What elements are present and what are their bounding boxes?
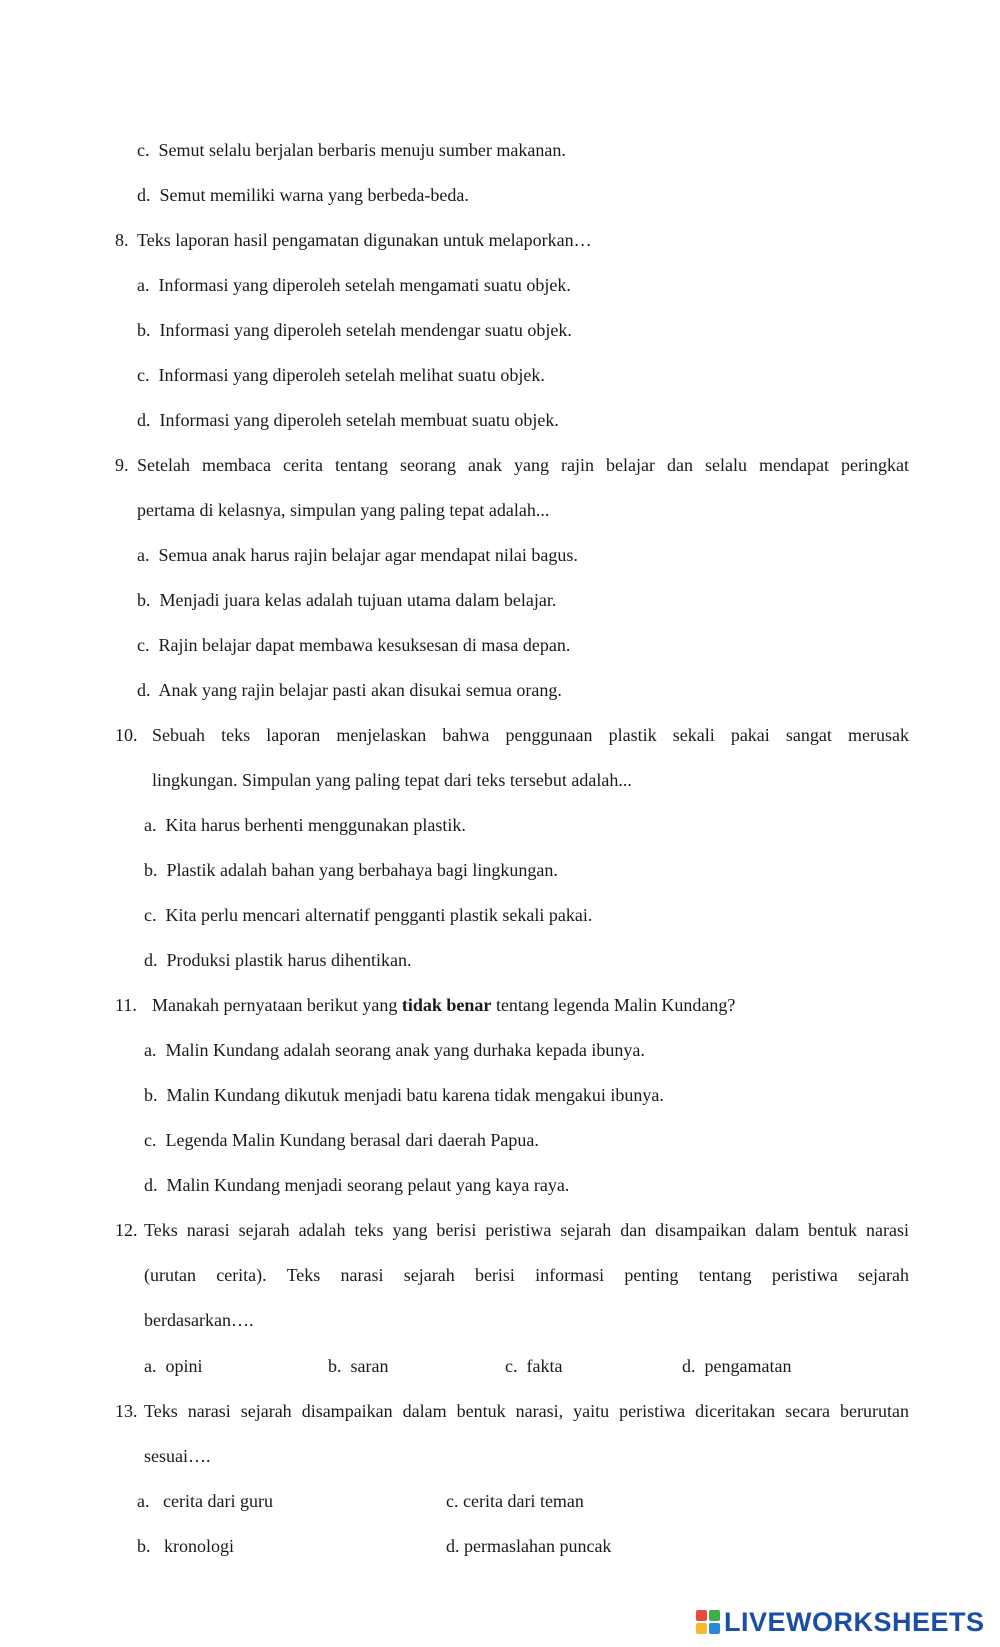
option-text: Rajin belajar dapat membawa kesuksesan di masa depan. bbox=[158, 635, 571, 655]
question-stem-8: Teks laporan hasil pengamatan digunakan untuk melaporkan… bbox=[137, 230, 592, 250]
option-text: pengamatan bbox=[704, 1356, 792, 1376]
question-number-13: 13. bbox=[115, 1401, 138, 1421]
option-q9-d[interactable] bbox=[137, 679, 562, 701]
option-text: Malin Kundang adalah seorang anak yang durhaka kepada ibunya. bbox=[165, 1040, 645, 1060]
option-letter: a. bbox=[137, 545, 150, 565]
option-q12-a[interactable] bbox=[144, 1355, 203, 1377]
option-letter: a. bbox=[137, 275, 150, 295]
option-text: Informasi yang diperoleh setelah membuat suatu objek. bbox=[159, 410, 559, 430]
stem-emphasis: tidak benar bbox=[401, 995, 492, 1015]
option-text: saran bbox=[350, 1356, 389, 1376]
option-q10-c[interactable] bbox=[144, 904, 592, 926]
option-q10-a[interactable] bbox=[144, 814, 466, 836]
option-q8-a[interactable] bbox=[137, 274, 571, 296]
option-text: Informasi yang diperoleh setelah mengamati suatu objek. bbox=[158, 275, 571, 295]
option-letter: a. bbox=[144, 1356, 157, 1376]
option-q9-b[interactable] bbox=[137, 589, 556, 611]
option-text: Produksi plastik harus dihentikan. bbox=[166, 950, 412, 970]
question-stem-10-line2: lingkungan. Simpulan yang paling tepat dari teks tersebut adalah... bbox=[152, 770, 632, 790]
option-q9-c[interactable] bbox=[137, 634, 570, 656]
option-q13-b[interactable] bbox=[137, 1535, 234, 1557]
option-q12-b[interactable] bbox=[328, 1355, 388, 1377]
logo-block bbox=[709, 1610, 720, 1621]
option-text: Menjadi juara kelas adalah tujuan utama dalam belajar. bbox=[159, 590, 557, 610]
option-text: Malin Kundang menjadi seorang pelaut yang kaya raya. bbox=[166, 1175, 570, 1195]
option-text: Anak yang rajin belajar pasti akan disukai semua orang. bbox=[158, 680, 562, 700]
option-text: Semua anak harus rajin belajar agar mendapat nilai bagus. bbox=[158, 545, 578, 565]
question-stem-9-line1: Setelah membaca cerita tentang seorang anak yang rajin belajar dan selalu mendapat peringkat bbox=[137, 455, 909, 475]
stem-text: tentang legenda Malin Kundang? bbox=[491, 995, 736, 1015]
option-q13-a[interactable] bbox=[137, 1490, 273, 1512]
option-letter: a. bbox=[137, 1491, 150, 1511]
option-q12-c[interactable] bbox=[505, 1355, 562, 1377]
option-letter: b. bbox=[137, 590, 151, 610]
option-letter: c. bbox=[505, 1356, 518, 1376]
stem-text: Manakah pernyataan berikut yang bbox=[152, 995, 402, 1015]
option-letter: d. bbox=[144, 1175, 158, 1195]
option-text: Kita perlu mencari alternatif pengganti plastik sekali pakai. bbox=[165, 905, 593, 925]
question-stem-11 bbox=[152, 994, 735, 1016]
option-letter: c. bbox=[144, 1130, 157, 1150]
option-text: Informasi yang diperoleh setelah mendengar suatu objek. bbox=[159, 320, 572, 340]
option-letter: b. bbox=[328, 1356, 342, 1376]
option-letter: c. bbox=[137, 140, 150, 160]
question-stem-9-line2: pertama di kelasnya, simpulan yang paling tepat adalah... bbox=[137, 500, 550, 520]
question-number-9: 9. bbox=[115, 455, 129, 475]
option-q8-c[interactable] bbox=[137, 364, 545, 386]
option-letter: a. bbox=[144, 1040, 157, 1060]
logo-block bbox=[696, 1623, 707, 1634]
option-q13-c[interactable]: c. cerita dari teman bbox=[446, 1491, 584, 1511]
question-number-8: 8. bbox=[115, 230, 129, 250]
option-letter: c. bbox=[144, 905, 157, 925]
logo-text: LIVEWORKSHEETS bbox=[724, 1606, 985, 1637]
option-q11-c[interactable] bbox=[144, 1129, 539, 1151]
question-number-12: 12. bbox=[115, 1220, 138, 1240]
logo-block bbox=[696, 1610, 707, 1621]
logo-block bbox=[709, 1623, 720, 1634]
option-q11-a[interactable] bbox=[144, 1039, 645, 1061]
option-letter: b. bbox=[137, 1536, 151, 1556]
option-letter: d. bbox=[144, 950, 158, 970]
option-letter: b. bbox=[137, 320, 151, 340]
question-stem-10-line1: Sebuah teks laporan menjelaskan bahwa penggunaan plastik sekali pakai sangat merusak bbox=[152, 725, 909, 745]
option-text: Semut selalu berjalan berbaris menuju sumber makanan. bbox=[158, 140, 566, 160]
option-letter: d. bbox=[682, 1356, 696, 1376]
option-text: Plastik adalah bahan yang berbahaya bagi lingkungan. bbox=[166, 860, 558, 880]
option-q9-a[interactable] bbox=[137, 544, 578, 566]
option-text: Legenda Malin Kundang berasal dari daerah Papua. bbox=[165, 1130, 539, 1150]
question-stem-12-line3: berdasarkan…. bbox=[144, 1310, 254, 1330]
option-q13-d[interactable]: d. permaslahan puncak bbox=[446, 1536, 612, 1556]
option-q10-b[interactable] bbox=[144, 859, 558, 881]
question-stem-13-line1: Teks narasi sejarah disampaikan dalam bentuk narasi, yaitu peristiwa diceritakan secara berurutan bbox=[144, 1401, 909, 1421]
option-letter: c. bbox=[137, 635, 150, 655]
option-q8-d[interactable] bbox=[137, 409, 559, 431]
logo-blocks-icon bbox=[696, 1610, 720, 1634]
option-text: kronologi bbox=[164, 1536, 234, 1556]
question-stem-13-line2: sesuai…. bbox=[144, 1446, 211, 1466]
option-text: Kita harus berhenti menggunakan plastik. bbox=[165, 815, 466, 835]
option-text: opini bbox=[165, 1356, 203, 1376]
option-letter: d. bbox=[137, 410, 151, 430]
option-q11-b[interactable] bbox=[144, 1084, 664, 1106]
option-letter: b. bbox=[144, 860, 158, 880]
liveworksheets-logo bbox=[696, 1606, 996, 1638]
option-letter: a. bbox=[144, 815, 157, 835]
option-text: Informasi yang diperoleh setelah melihat suatu objek. bbox=[158, 365, 545, 385]
option-letter: b. bbox=[144, 1085, 158, 1105]
option-letter: d. bbox=[137, 680, 151, 700]
option-text: fakta bbox=[526, 1356, 563, 1376]
option-q7-c[interactable] bbox=[137, 139, 566, 161]
option-q12-d[interactable] bbox=[682, 1355, 791, 1377]
option-q10-d[interactable] bbox=[144, 949, 411, 971]
option-q8-b[interactable] bbox=[137, 319, 572, 341]
option-letter: d. bbox=[137, 185, 151, 205]
question-stem-12-line1: Teks narasi sejarah adalah teks yang berisi peristiwa sejarah dan disampaikan dalam bentuk narasi bbox=[144, 1220, 909, 1240]
question-number-10: 10. bbox=[115, 725, 138, 745]
question-stem-12-line2: (urutan cerita). Teks narasi sejarah berisi informasi penting tentang peristiwa sejarah bbox=[144, 1265, 909, 1285]
option-text: cerita dari guru bbox=[163, 1491, 273, 1511]
question-number-11: 11. bbox=[115, 995, 137, 1015]
option-text: Semut memiliki warna yang berbeda-beda. bbox=[159, 185, 469, 205]
option-q11-d[interactable] bbox=[144, 1174, 569, 1196]
option-q7-d[interactable] bbox=[137, 184, 469, 206]
option-text: Malin Kundang dikutuk menjadi batu karena tidak mengakui ibunya. bbox=[166, 1085, 664, 1105]
option-letter: c. bbox=[137, 365, 150, 385]
